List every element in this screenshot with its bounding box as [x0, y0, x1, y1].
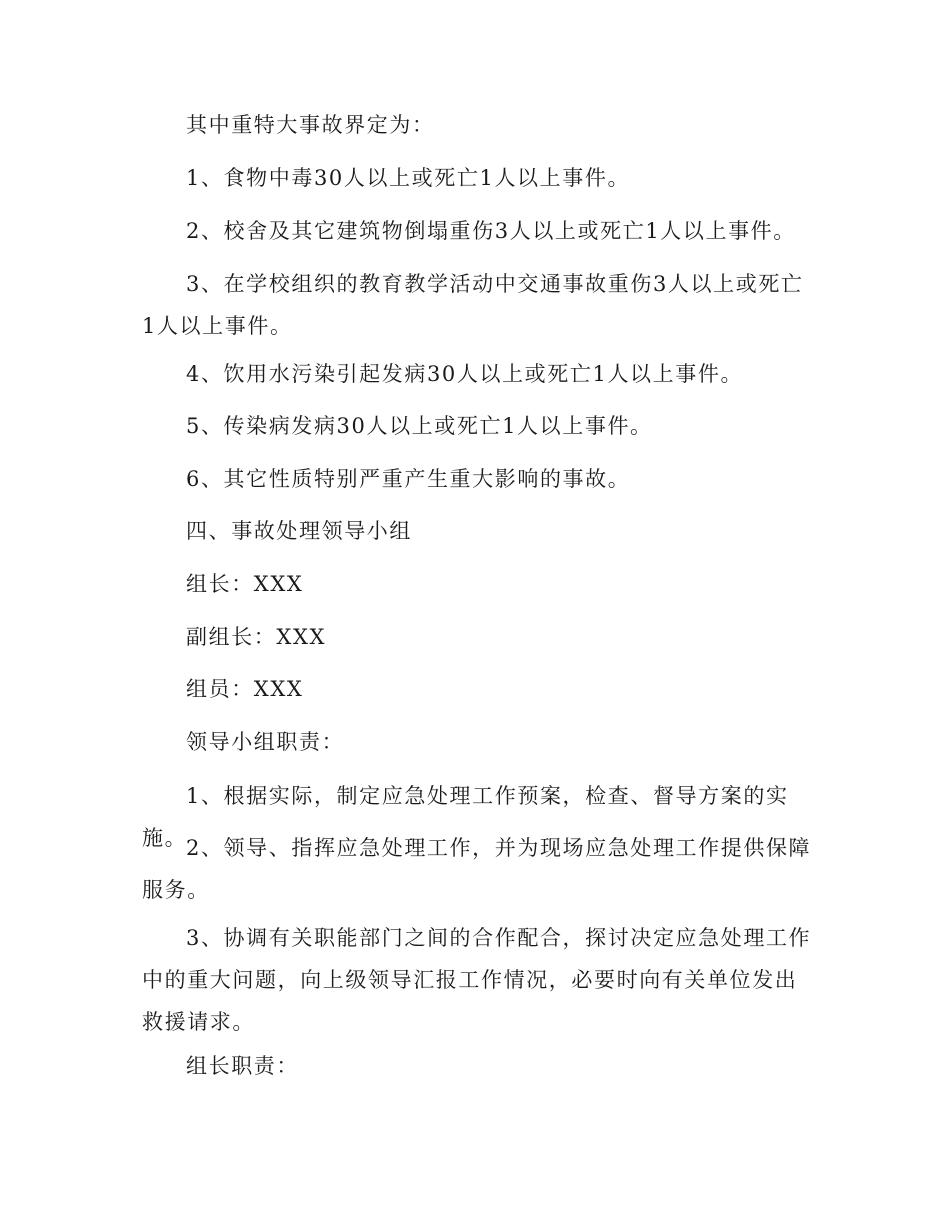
- paragraph-duty-1: 1、根据实际，制定应急处理工作预案，检查、督导方案的实施。: [142, 784, 789, 850]
- paragraph-deputy-leader: 副组长：XXX: [186, 625, 327, 649]
- paragraph-group-members: 组员：XXX: [186, 677, 304, 701]
- paragraph-item-4-water-pollution: 4、饮用水污染引起发病30人以上或死亡1人以上事件。: [186, 362, 744, 386]
- paragraph-item-1-food-poisoning: 1、食物中毒30人以上或死亡1人以上事件。: [186, 166, 631, 190]
- paragraph-item-6-other-accidents: 6、其它性质特别严重产生重大影响的事故。: [186, 467, 631, 491]
- paragraph-item-3-traffic-accident: 3、在学校组织的教育教学活动中交通事故重伤3人以上或死亡1人以上事件。: [142, 272, 804, 338]
- section-heading-leadership-group: 四、事故处理领导小组: [186, 519, 412, 543]
- paragraph-duty-3: 3、协调有关职能部门之间的合作配合，探讨决定应急处理工作中的重大问题，向上级领导汇报工作情况，必要时向有关单位发出救援请求。: [142, 926, 812, 1034]
- paragraph-item-5-infectious-disease: 5、传染病发病30人以上或死亡1人以上事件。: [186, 414, 653, 438]
- paragraph-item-2-building-collapse: 2、校舍及其它建筑物倒塌重伤3人以上或死亡1人以上事件。: [186, 219, 796, 243]
- paragraph-leadership-duties-heading: 领导小组职责：: [186, 730, 345, 754]
- paragraph-leader-duties-heading: 组长职责：: [186, 1054, 299, 1078]
- paragraph-duty-2: 2、领导、指挥应急处理工作，并为现场应急处理工作提供保障服务。: [142, 836, 812, 902]
- paragraph-major-accident-definition: 其中重特大事故界定为：: [186, 113, 435, 137]
- paragraph-group-leader: 组长：XXX: [186, 572, 304, 596]
